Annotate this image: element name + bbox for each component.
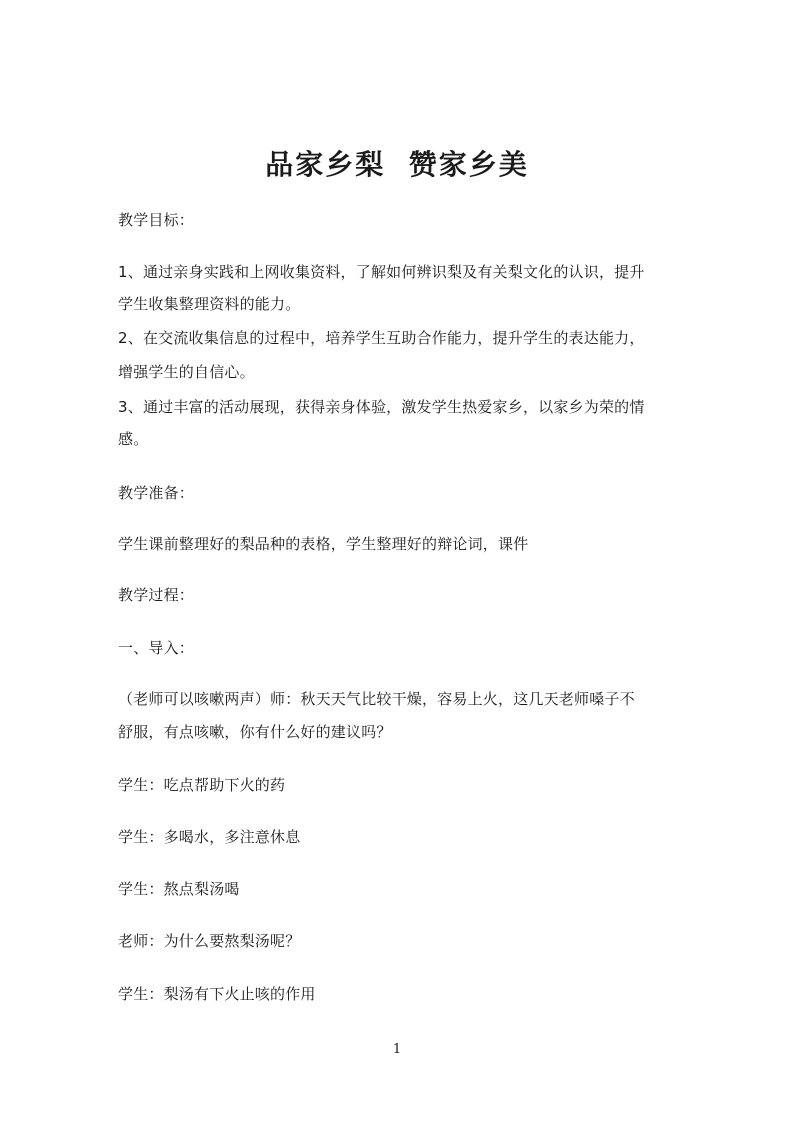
objective-3-line-1: 3、通过丰富的活动展现，获得亲身体验，激发学生热爱家乡，以家乡为荣的情 xyxy=(118,398,645,416)
objective-1-line-1: 1、通过亲身实践和上网收集资料，了解如何辨识梨及有关梨文化的认识，提升 xyxy=(118,263,645,281)
page-number: 1 xyxy=(392,1042,402,1057)
objective-1-line-2: 学生收集整理资料的能力。 xyxy=(118,295,301,313)
objective-2-line-2: 增强学生的自信心。 xyxy=(118,363,255,381)
preparation-text: 学生课前整理好的梨品种的表格，学生整理好的辩论词，课件 xyxy=(118,535,529,553)
intro-line-1: （老师可以咳嗽两声）师：秋天天气比较干燥，容易上火，这几天老师嗓子不 xyxy=(118,690,635,708)
preparation-heading: 教学准备： xyxy=(118,484,195,502)
dialogue-line: 学生：吃点帮助下火的药 xyxy=(118,776,286,794)
objectives-heading: 教学目标： xyxy=(118,211,195,229)
dialogue-line: 学生：梨汤有下火止咳的作用 xyxy=(118,985,316,1003)
dialogue-line: 学生：熬点梨汤喝 xyxy=(118,880,240,898)
section-one-heading: 一、导入： xyxy=(118,639,195,657)
dialogue-line: 学生：多喝水，多注意休息 xyxy=(118,828,301,846)
document-title: 品家乡梨 赞家乡美 xyxy=(265,148,529,181)
process-heading: 教学过程： xyxy=(118,586,195,604)
intro-line-2: 舒服，有点咳嗽，你有什么好的建议吗？ xyxy=(118,723,392,741)
objective-2-line-1: 2、在交流收集信息的过程中，培养学生互助合作能力，提升学生的表达能力， xyxy=(118,329,645,347)
dialogue-line: 老师：为什么要熬梨汤呢？ xyxy=(118,932,301,950)
objective-3-line-2: 感。 xyxy=(118,430,149,448)
